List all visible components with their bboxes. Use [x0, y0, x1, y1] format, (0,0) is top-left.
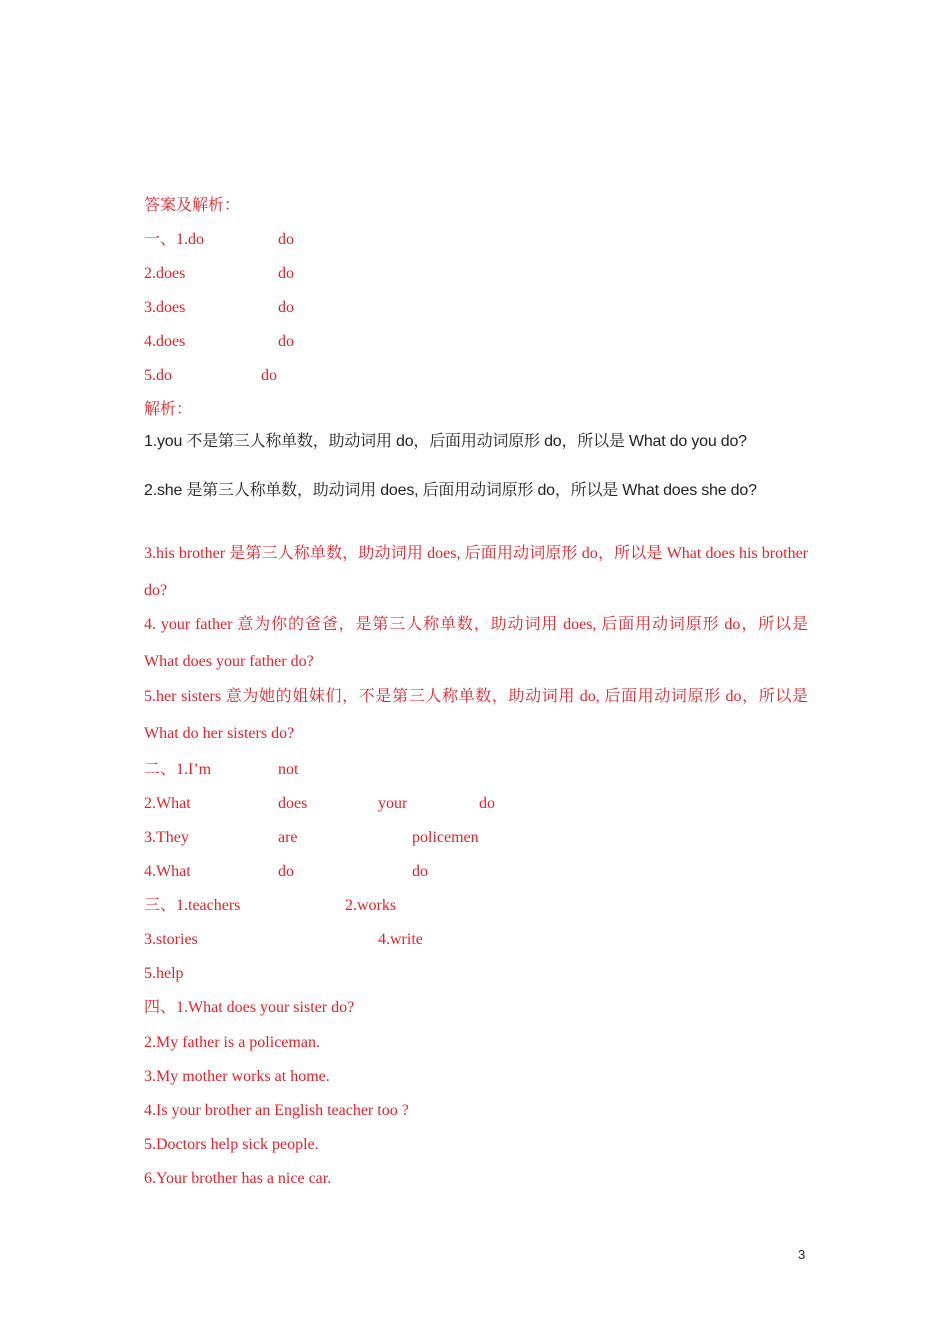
s2-r1-c2: not	[278, 761, 299, 778]
explanation-2: 2.she 是第三人称单数，助动词用 does, 后面用动词原形 do，所以是 What does she do?	[144, 482, 757, 499]
s4-item-1: 四、1.What does your sister do?	[144, 999, 355, 1016]
s2-r3-c3: policemen	[412, 829, 479, 846]
s2-r2-c1: 2.What	[144, 795, 191, 812]
s3-r2-c2: 4.write	[378, 931, 423, 948]
s1-item-2-b: do	[278, 265, 294, 282]
answers-title: 答案及解析：	[144, 197, 241, 214]
s3-r1-c2: 2.works	[345, 897, 397, 914]
s4-item-6: 6.Your brother has a nice car.	[144, 1170, 332, 1187]
s3-r3-c1: 5.help	[144, 965, 184, 982]
s2-r4-c2: do	[278, 863, 294, 880]
s4-item-4: 4.Is your brother an English teacher too ?	[144, 1102, 409, 1119]
s2-r3-c2: are	[278, 829, 298, 846]
s1-item-1-a: 一、1.do	[144, 231, 205, 248]
s3-r2-c1: 3.stories	[144, 931, 198, 948]
s1-item-4-b: do	[278, 333, 294, 350]
explanation-3: 3.his brother 是第三人称单数，助动词用 does, 后面用动词原形 do，所以是 What does his brother do?	[144, 545, 808, 599]
s1-item-4-a: 4.does	[144, 333, 186, 350]
s2-r3-c1: 3.They	[144, 829, 189, 846]
explanation-4: 4. your father 意为你的爸爸，是第三人称单数，助动词用 does, 后面用动词原形 do，所以是 What does your father do?	[144, 616, 808, 670]
s1-item-1-b: do	[278, 231, 294, 248]
s1-item-5-a: 5.do	[144, 367, 172, 384]
s2-r2-c3: your	[378, 795, 408, 812]
s1-item-3-a: 3.does	[144, 299, 186, 316]
s2-r2-c4: do	[479, 795, 495, 812]
s4-item-3: 3.My mother works at home.	[144, 1068, 330, 1085]
s1-item-2-a: 2.does	[144, 265, 186, 282]
s2-r1-c1: 二、1.I’m	[144, 761, 212, 778]
explanation-1: 1.you 不是第三人称单数，助动词用 do，后面用动词原形 do，所以是 What do you do?	[144, 433, 747, 450]
s4-item-2: 2.My father is a policeman.	[144, 1034, 320, 1051]
explanation-5: 5.her sisters 意为她的姐妹们，不是第三人称单数，助动词用 do, 后面用动词原形 do，所以是 What do her sisters do?	[144, 688, 808, 742]
analysis-label: 解析：	[144, 401, 193, 418]
s2-r4-c1: 4.What	[144, 863, 191, 880]
s1-item-3-b: do	[278, 299, 294, 316]
s2-r2-c2: does	[278, 795, 308, 812]
s3-r1-c1: 三、1.teachers	[144, 897, 241, 914]
page-number: 3	[798, 1247, 806, 1262]
s4-item-5: 5.Doctors help sick people.	[144, 1136, 319, 1153]
s1-item-5-b: do	[261, 367, 277, 384]
s2-r4-c3: do	[412, 863, 428, 880]
